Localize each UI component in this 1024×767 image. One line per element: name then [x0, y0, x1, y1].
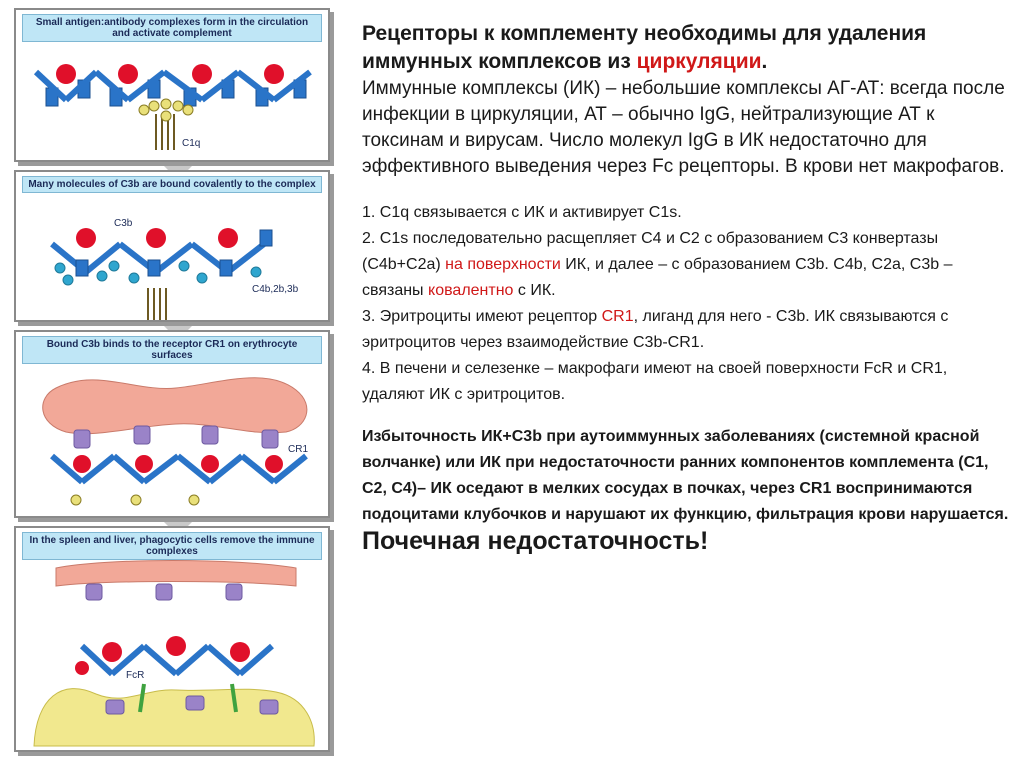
conclusion-paragraph [362, 424, 1012, 558]
panel-caption: Many molecules of C3b are bound covalently to the complex [22, 176, 322, 193]
list-item [362, 226, 1012, 304]
highlight-text: на поверхности [445, 256, 561, 273]
fcr-label: FcR [126, 670, 145, 681]
slide-heading [362, 20, 1012, 76]
panel-c3b-binding [14, 170, 330, 322]
c1q-label: C1q [182, 138, 201, 149]
conclusion-text: Избыточность ИК+С3b при аутоиммунных заболеваниях (системной красной волчанке) или ИК при недостаточности ранних компонентов комплемента (С1, С2, С4)– ИК оседают в мелких сосудах в почках, через CR1 воспринимаются подоцитами клубочков и нарушают их функцию, фильтрация крови нарушается. [362, 428, 1009, 523]
panel-caption: Bound C3b binds to the receptor CR1 on erythrocyte surfaces [22, 336, 322, 364]
numbered-list [362, 200, 1012, 408]
immune-complex-clearance-figure [14, 8, 334, 760]
panel-caption: In the spleen and liver, phagocytic cells remove the immune complexes [22, 532, 322, 560]
list-item [362, 304, 1012, 356]
panel-phagocytic-removal [14, 526, 330, 752]
panel-caption: Small antigen:antibody complexes form in the circulation and activate complement [22, 14, 322, 42]
c4b-2b-3b-label: C4b,2b,3b [252, 284, 299, 295]
heading-period: . [761, 50, 768, 73]
cr1-label: CR1 [288, 444, 309, 455]
panel-erythrocyte-binding [14, 330, 330, 518]
conclusion-emphasis: Почечная недостаточность! [362, 527, 709, 555]
list-item-text: с ИК. [517, 282, 556, 299]
list-item: 1. С1q связывается с ИК и активирует С1s. [362, 204, 682, 221]
phagocyte-drawing [16, 528, 332, 754]
list-item-text: 2. С1s последовательно расщепляет С4 и С2 с образованием С3 конвертазы (С4b+С2а) [362, 230, 939, 273]
list-item-text: , лиганд для него - С3b. ИК связываются с эритроцитов через взаимодействие С3b-CR1. [362, 308, 949, 351]
highlight-text: ковалентно [428, 282, 514, 299]
list-item-text: ИК, и далее – с образованием С3b. С4b, С2а, С3b – связаны [362, 256, 953, 299]
highlight-text: CR1 [601, 308, 634, 325]
c3b-label: C3b [114, 218, 133, 229]
explanation-text [362, 20, 1012, 558]
panel-complement-activation [14, 8, 330, 162]
list-item: 4. В печени и селезенке – макрофаги имеют на своей поверхности FcR и CR1, удаляют ИК с эритроцитов. [362, 360, 948, 403]
intro-paragraph: Иммунные комплексы (ИК) – небольшие комплексы АГ-АТ: всегда после инфекции в циркуляции, АТ – обычно IgG, нейтрализующие АТ к токсинам и вирусам. Число молекул IgG в ИК недостаточно для эффективного выведения через Fc рецепторы. В крови нет макрофагов. [362, 78, 1005, 177]
heading-highlight: циркуляции [636, 50, 762, 73]
heading-text: Рецепторы к комплементу необходимы для удаления иммунных комплексов из [362, 22, 927, 73]
list-item-text: 3. Эритроциты имеют рецептор [362, 308, 598, 325]
c3b-complex-drawing [16, 172, 332, 324]
